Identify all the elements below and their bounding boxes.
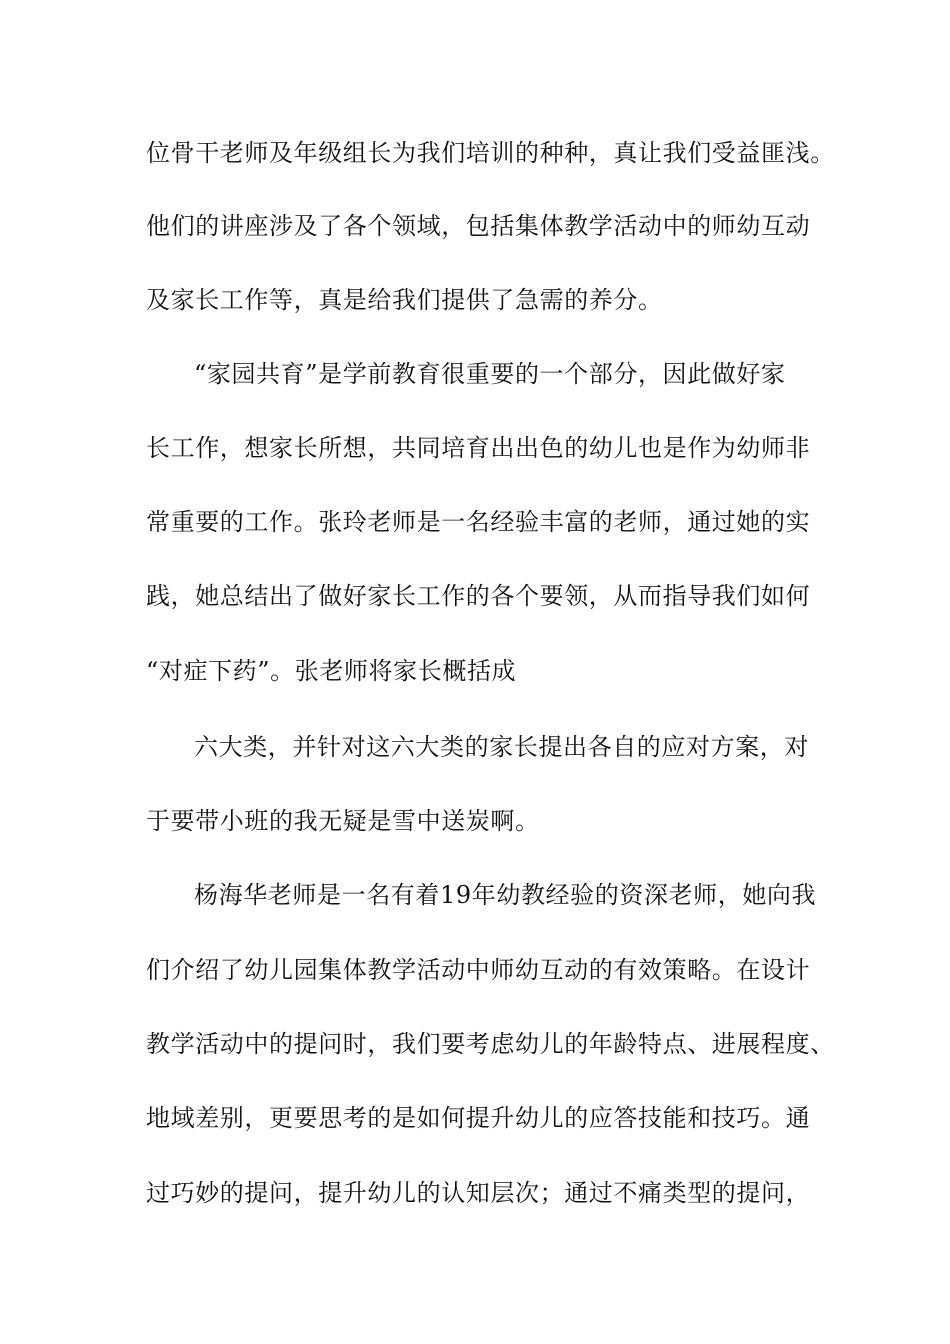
text-line-2: 他们的讲座涉及了各个领域，包括集体教学活动中的师幼互动 bbox=[146, 212, 811, 240]
text-line-8: “对症下药”。张老师将家长概括成 bbox=[146, 657, 517, 685]
text-line-10: 于要带小班的我无疑是雪中送炭啊。 bbox=[146, 807, 540, 835]
text-line-1: 位骨干老师及年级组长为我们培训的种种，真让我们受益匪浅。 bbox=[146, 139, 835, 167]
text-line-6: 常重要的工作。张玲老师是一名经验丰富的老师，通过她的实 bbox=[146, 508, 811, 536]
text-line-9: 六大类，并针对这六大类的家长提出各自的应对方案，对 bbox=[194, 733, 809, 761]
text-line-14: 地域差别，更要思考的是如何提升幼儿的应答技能和技巧。通 bbox=[146, 1104, 811, 1132]
text-line-4: “家园共育”是学前教育很重要的一个部分，因此做好家 bbox=[194, 360, 786, 388]
text-line-15: 过巧妙的提问，提升幼儿的认知层次；通过不痛类型的提问， bbox=[146, 1179, 811, 1207]
text-line-13: 教学活动中的提问时，我们要考虑幼儿的年龄特点、进展程度、 bbox=[146, 1030, 835, 1058]
text-line-3: 及家长工作等，真是给我们提供了急需的养分。 bbox=[146, 286, 663, 314]
text-line-7: 践，她总结出了做好家长工作的各个要领，从而指导我们如何 bbox=[146, 582, 811, 610]
text-line-5: 长工作，想家长所想，共同培育出出色的幼儿也是作为幼师非 bbox=[146, 434, 811, 462]
text-line-12: 们介绍了幼儿园集体教学活动中师幼互动的有效策略。在设计 bbox=[146, 956, 811, 984]
text-line-11: 杨海华老师是一名有着19年幼教经验的资深老师，她向我 bbox=[194, 881, 817, 909]
